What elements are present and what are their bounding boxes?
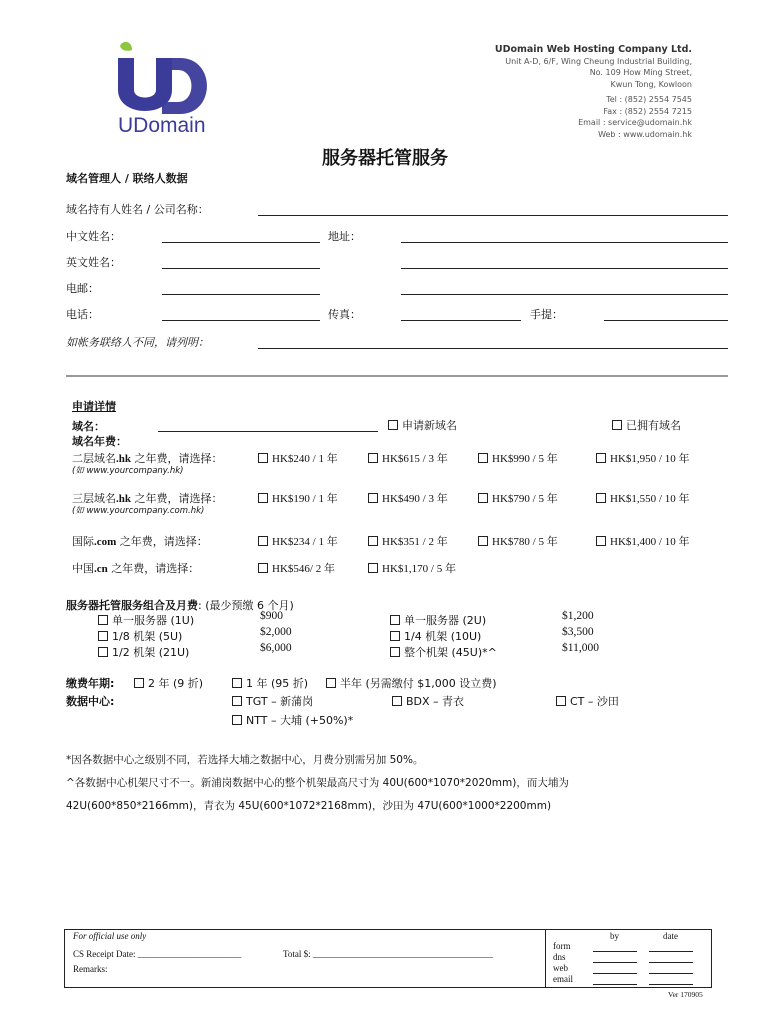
mobile-field[interactable]	[604, 320, 728, 321]
hosting-heading-bold: 服务器托管服务组合及月费	[66, 599, 198, 612]
hosting-option-checkbox[interactable]	[98, 631, 108, 641]
domain-fee-checkbox[interactable]	[258, 453, 268, 463]
billing-contact-field[interactable]	[258, 348, 728, 349]
domain-row-example: (如 www.yourcompany.hk)	[72, 466, 184, 476]
domain-row-label-part: 之年费，请选择：	[131, 452, 223, 465]
domain-fee-option[interactable]	[258, 560, 335, 576]
domain-fee-option[interactable]	[478, 533, 558, 549]
hosting-option-price: $6,000	[260, 642, 292, 654]
domain-fee-label: HK$780 / 5 年	[492, 536, 558, 548]
company-address-2: No. 109 How Ming Street,	[589, 68, 692, 77]
domain-fee-checkbox[interactable]	[596, 536, 606, 546]
dc-option-ntt[interactable]	[232, 712, 353, 728]
dc-ntt-label: NTT – 大埔 (+50%)*	[246, 714, 354, 727]
domain-fee-checkbox[interactable]	[478, 536, 488, 546]
domain-label: 域名：	[72, 420, 105, 433]
domain-row-label-part: .hk	[116, 453, 131, 465]
domain-row-label-part: 三层域名	[72, 492, 116, 505]
address-field-1[interactable]	[401, 242, 728, 243]
domain-fee-checkbox[interactable]	[258, 563, 268, 573]
application-heading: 申请详情	[72, 400, 116, 413]
domain-fee-label: HK$240 / 1 年	[272, 453, 338, 465]
payment-option-1y[interactable]	[232, 675, 308, 691]
hosting-option-checkbox[interactable]	[390, 647, 400, 657]
hosting-option[interactable]	[390, 644, 497, 660]
dc-option-bdx[interactable]	[392, 693, 464, 709]
own-domain-option[interactable]	[612, 417, 681, 433]
section-divider	[66, 375, 728, 377]
official-row-field[interactable]	[649, 951, 693, 952]
holder-field[interactable]	[258, 215, 728, 216]
dc-option-tgt[interactable]	[232, 693, 313, 709]
hosting-option-label: 整个机架 (45U)*^	[404, 646, 497, 659]
domain-fee-option[interactable]	[258, 533, 338, 549]
official-row-label: dns	[553, 952, 566, 962]
domain-fee-option[interactable]	[368, 450, 448, 466]
hosting-heading-note: : (最少预缴 6 个月)	[198, 599, 294, 612]
dc-option-ct[interactable]	[556, 693, 619, 709]
hosting-option-label: 单一服务器 (2U)	[404, 614, 487, 627]
domain-fee-label: HK$234 / 1 年	[272, 536, 338, 548]
domain-fee-option[interactable]	[478, 490, 558, 506]
domain-row-label	[72, 560, 199, 576]
hosting-option[interactable]	[98, 628, 182, 644]
domain-row-label-part: 之年费，请选择：	[131, 492, 223, 505]
domain-row-label-part: 中国	[72, 562, 94, 575]
address-field-2[interactable]	[401, 268, 728, 269]
payment-label: 缴费年期:	[66, 677, 115, 690]
fax-field[interactable]	[401, 320, 521, 321]
domain-fee-label: HK$351 / 2 年	[382, 536, 448, 548]
company-name: UDomain Web Hosting Company Ltd.	[494, 44, 692, 55]
domain-fee-option[interactable]	[368, 560, 456, 576]
fax-label: 传真：	[328, 308, 361, 321]
domain-fee-checkbox[interactable]	[368, 536, 378, 546]
domain-fee-label: HK$546/ 2 年	[272, 563, 335, 575]
note-rack-size-2: 42U(600*850*2166mm)，青衣为 45U(600*1072*2168mm)，沙田为 47U(600*1000*2200mm)	[66, 800, 552, 812]
date-header: date	[663, 931, 678, 941]
official-row-field[interactable]	[593, 973, 637, 974]
company-address-1: Unit A-D, 6/F, Wing Cheung Industrial Building,	[505, 56, 692, 66]
payment-option-2y[interactable]	[134, 675, 203, 691]
hosting-option-checkbox[interactable]	[390, 615, 400, 625]
domain-fee-option[interactable]	[258, 490, 338, 506]
domain-row-label-part: 国际	[72, 535, 94, 548]
domain-row-label-part: .hk	[116, 493, 131, 505]
domain-fee-option[interactable]	[596, 490, 689, 506]
domain-fee-option[interactable]	[596, 533, 689, 549]
holder-label: 域名持有人姓名 / 公司名称：	[66, 203, 209, 216]
fee-heading: 域名年费：	[72, 435, 127, 448]
dc-ct-checkbox[interactable]	[556, 696, 566, 706]
official-use-box	[64, 929, 712, 988]
company-email: Email : service@udomain.hk	[578, 118, 692, 127]
hosting-option-label: 1/2 机架 (21U)	[112, 646, 190, 659]
hosting-option-checkbox[interactable]	[98, 647, 108, 657]
payment-2y-label: 2 年 (9 折)	[148, 677, 204, 690]
hosting-option[interactable]	[98, 644, 189, 660]
hosting-option-checkbox[interactable]	[390, 631, 400, 641]
hosting-option-label: 1/4 机架 (10U)	[404, 630, 482, 643]
hosting-option-price: $1,200	[562, 610, 594, 622]
new-domain-option[interactable]	[388, 417, 457, 433]
dc-tgt-checkbox[interactable]	[232, 696, 242, 706]
domain-fee-checkbox[interactable]	[258, 493, 268, 503]
domain-fee-label: HK$1,400 / 10 年	[610, 536, 690, 548]
new-domain-checkbox[interactable]	[388, 420, 398, 430]
payment-half-checkbox[interactable]	[326, 678, 336, 688]
domain-fee-checkbox[interactable]	[368, 493, 378, 503]
remarks-label: Remarks:	[73, 964, 108, 974]
domain-fee-label: HK$990 / 5 年	[492, 453, 558, 465]
brand-name: UDomain	[118, 114, 206, 137]
official-row-label: web	[553, 963, 568, 973]
phone-field[interactable]	[162, 320, 320, 321]
phone-label: 电话：	[66, 308, 99, 321]
payment-1y-checkbox[interactable]	[232, 678, 242, 688]
official-row-field[interactable]	[593, 962, 637, 963]
company-address-3: Kwun Tong, Kowloon	[610, 79, 692, 89]
official-row-field[interactable]	[649, 984, 693, 985]
domain-fee-checkbox[interactable]	[258, 536, 268, 546]
dc-tgt-label: TGT – 新蒲岗	[246, 695, 314, 708]
payment-1y-label: 1 年 (95 折)	[246, 677, 309, 690]
hosting-option[interactable]	[390, 612, 486, 628]
own-domain-label: 已拥有域名	[626, 419, 681, 432]
domain-fee-checkbox[interactable]	[368, 563, 378, 573]
payment-half-label: 半年 (另需缴付 $1,000 设立费)	[340, 677, 497, 690]
official-row-field[interactable]	[649, 973, 693, 974]
dc-ct-label: CT – 沙田	[570, 695, 619, 708]
email-label: 电邮：	[66, 282, 99, 295]
company-tel: Tel : (852) 2554 7545	[606, 95, 692, 104]
domain-fee-checkbox[interactable]	[368, 453, 378, 463]
datacenter-label: 数据中心:	[66, 695, 115, 708]
note-rack-size-1: ^各数据中心机架尺寸不一。新浦岗数据中心的整个机架最高尺寸为 40U(600*1070*2020mm)，而大埔为	[66, 777, 569, 789]
official-row-label: form	[553, 941, 571, 951]
hosting-option-label: 1/8 机架 (5U)	[112, 630, 183, 643]
company-fax: Fax : (852) 2554 7215	[603, 106, 692, 116]
domain-row-label-part: .com	[94, 536, 117, 548]
official-row-field[interactable]	[593, 984, 637, 985]
page-title: 服务器托管服务	[322, 148, 448, 169]
official-box-divider	[545, 930, 546, 987]
domain-row-label-part: .cn	[94, 563, 108, 575]
mobile-label: 手提：	[530, 308, 563, 321]
hosting-option-price: $900	[260, 610, 283, 622]
cs-receipt-date[interactable]: CS Receipt Date: _______________________	[73, 949, 242, 959]
domain-fee-label: HK$1,950 / 10 年	[610, 453, 690, 465]
company-info	[495, 44, 692, 140]
domain-fee-checkbox[interactable]	[596, 493, 606, 503]
email-field[interactable]	[162, 294, 320, 295]
hosting-option[interactable]	[390, 628, 481, 644]
domain-fee-option[interactable]	[478, 450, 558, 466]
domain-row-label	[72, 533, 208, 549]
domain-fee-option[interactable]	[258, 450, 338, 466]
total-amount[interactable]: Total $: ________________________________________	[283, 949, 493, 959]
cn-name-label: 中文姓名：	[66, 230, 121, 243]
domain-fee-checkbox[interactable]	[478, 493, 488, 503]
domain-row-label-part: 之年费，请选择：	[116, 535, 208, 548]
domain-fee-option[interactable]	[596, 450, 689, 466]
domain-field[interactable]	[158, 431, 378, 432]
domain-fee-label: HK$615 / 3 年	[382, 453, 448, 465]
company-web: Web : www.udomain.hk	[598, 129, 692, 139]
dc-ntt-checkbox[interactable]	[232, 715, 242, 725]
note-datacenter-surcharge: *因各数据中心之级别不同，若选择大埔之数据中心，月费分别需另加 50%。	[66, 754, 424, 766]
domain-fee-option[interactable]	[368, 533, 448, 549]
cn-name-field[interactable]	[162, 242, 320, 243]
hosting-option-price: $11,000	[562, 642, 599, 654]
address-label: 地址：	[328, 230, 361, 243]
official-use-title: For official use only	[73, 931, 147, 941]
official-row-label: email	[553, 974, 573, 984]
own-domain-checkbox[interactable]	[612, 420, 622, 430]
domain-fee-label: HK$1,550 / 10 年	[610, 493, 690, 505]
en-name-label: 英文姓名：	[66, 256, 121, 269]
contact-heading: 域名管理人 / 联络人数据	[66, 172, 188, 185]
domain-fee-option[interactable]	[368, 490, 448, 506]
version-label: Ver 170905	[668, 990, 703, 999]
hosting-option-price: $2,000	[260, 626, 292, 638]
domain-row-label-part: 二层域名	[72, 452, 116, 465]
domain-fee-label: HK$490 / 3 年	[382, 493, 448, 505]
address-field-3[interactable]	[401, 294, 728, 295]
hosting-option-price: $3,500	[562, 626, 594, 638]
dc-bdx-checkbox[interactable]	[392, 696, 402, 706]
dc-bdx-label: BDX – 青衣	[406, 695, 465, 708]
domain-fee-checkbox[interactable]	[478, 453, 488, 463]
payment-2y-checkbox[interactable]	[134, 678, 144, 688]
payment-option-half[interactable]	[326, 675, 497, 691]
domain-fee-label: HK$190 / 1 年	[272, 493, 338, 505]
official-row-field[interactable]	[649, 962, 693, 963]
domain-fee-checkbox[interactable]	[596, 453, 606, 463]
domain-row-example: (如 www.yourcompany.com.hk)	[72, 506, 205, 516]
domain-row-label-part: 之年费，请选择：	[107, 562, 200, 575]
hosting-option[interactable]	[98, 612, 194, 628]
by-header: by	[610, 931, 619, 941]
official-row-field[interactable]	[593, 951, 637, 952]
en-name-field[interactable]	[162, 268, 320, 269]
hosting-option-checkbox[interactable]	[98, 615, 108, 625]
domain-fee-label: HK$1,170 / 5 年	[382, 563, 456, 575]
hosting-option-label: 单一服务器 (1U)	[112, 614, 195, 627]
billing-contact-label: 如帐务联络人不同，请列明：	[66, 336, 209, 349]
domain-fee-label: HK$790 / 5 年	[492, 493, 558, 505]
new-domain-label: 申请新域名	[402, 419, 457, 432]
